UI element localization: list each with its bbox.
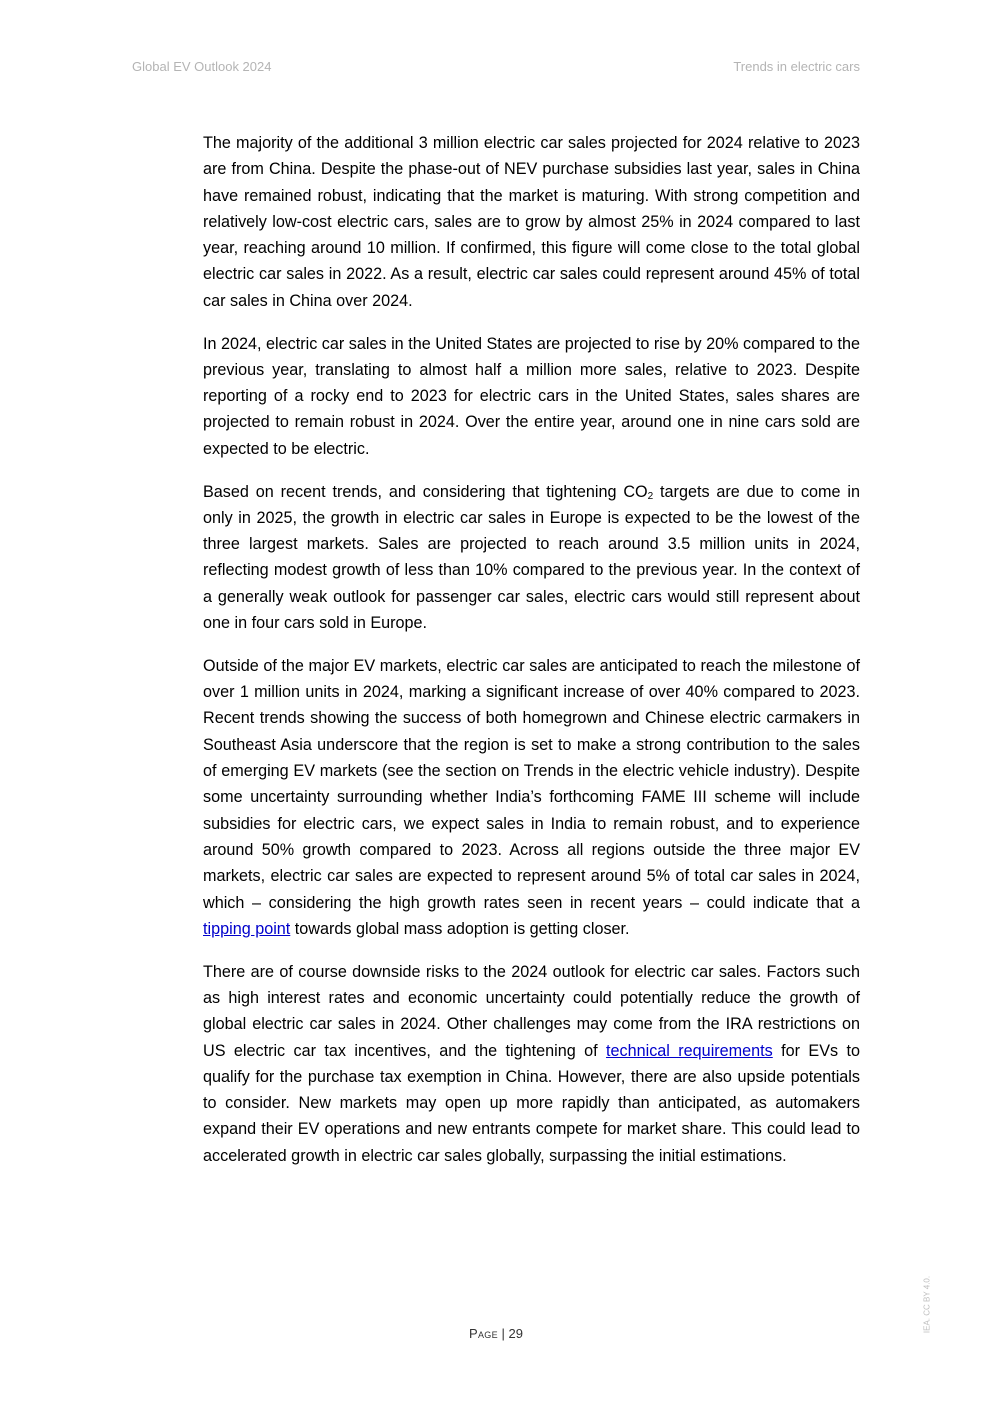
page-number: 29 xyxy=(508,1326,523,1341)
paragraph-europe xyxy=(203,479,860,637)
license-credit: IEA. CC BY 4.0. xyxy=(922,1275,932,1334)
page-footer xyxy=(0,1326,992,1341)
paragraph-emerging-text-2: towards global mass adoption is getting closer. xyxy=(290,919,630,938)
paragraph-risks xyxy=(203,959,860,1169)
co2-subscript: 2 xyxy=(647,490,654,502)
paragraph-europe-text-1: Based on recent trends, and considering that tightening CO xyxy=(203,482,648,501)
paragraph-emerging-markets xyxy=(203,653,860,942)
paragraph-united-states: In 2024, electric car sales in the United States are projected to rise by 20% compared to the previous year, translating to almost half a million more sales, relative to 2023. Despite reporting of a rocky end to 2023 for electric cars in the United States, sales shares are projected to remain robust in 2024. Over the entire year, around one in nine cars sold are expected to be electric. xyxy=(203,334,860,458)
paragraph-europe-text-2: targets are due to come in only in 2025, the growth in electric car sales in Europe is expected to be the lowest of the three largest markets. Sales are projected to reach around 3.5 million units in 2024, reflecting modest growth of less than 10% compared to the previous year. In the context of a generally weak outlook for passenger car sales, electric cars would still represent about one in four cars sold in Europe. xyxy=(203,482,860,633)
paragraph-china: The majority of the additional 3 million electric car sales projected for 2024 relative to 2023 are from China. Despite the phase-out of NEV purchase subsidies last year, sales in China have remained robust, indicating that the market is maturing. With strong competition and relatively low-cost electric cars, sales are to grow by almost 25% in 2024 compared to last year, reaching around 10 million. If confirmed, this figure will come close to the total global electric car sales in 2022. As a result, electric car sales could represent around 45% of total car sales in China over 2024. xyxy=(203,134,860,310)
paragraph-emerging-text-1: Outside of the major EV markets, electric car sales are anticipated to reach the milestone of over 1 million units in 2024, marking a significant increase of over 40% compared to 2023. Recent trends showing the success of both homegrown and Chinese electric carmakers in Southeast Asia underscore that the region is set to make a strong contribution to the sales of emerging EV markets (see the section on Trends in the electric vehicle industry). Despite some uncertainty surrounding whether India’s forthcoming FAME III scheme will include subsidies for electric cars, we expect sales in India to remain robust, and to experience around 50% growth compared to 2023. Across all regions outside the three major EV markets, electric car sales are expected to represent around 5% of total car sales in 2024, which – considering the high growth rates seen in recent years – could indicate that a xyxy=(203,656,860,912)
header-section-title: Trends in electric cars xyxy=(733,59,860,74)
tipping-point-link[interactable]: tipping point xyxy=(203,919,291,938)
page-label: Page xyxy=(469,1326,498,1341)
page-separator: | xyxy=(497,1326,509,1341)
paragraph-risks-text-2: for EVs to qualify for the purchase tax exemption in China. However, there are also upside potentials to consider. New markets may open up more rapidly than anticipated, as automakers expand their EV operations and new entrants compete for market share. This could lead to accelerated growth in electric car sales globally, surpassing the initial estimations. xyxy=(203,1041,861,1165)
technical-requirements-link[interactable]: technical requirements xyxy=(606,1041,773,1060)
header-document-title: Global EV Outlook 2024 xyxy=(132,59,272,74)
paragraph-risks-text-1: There are of course downside risks to the 2024 outlook for electric car sales. Factors such as high interest rates and economic uncertainty could potentially reduce the growth of global electric car sales in 2024. Other challenges may come from the IRA restrictions on US electric car tax incentives, and the tightening of xyxy=(203,962,860,1060)
main-body xyxy=(203,130,860,1185)
